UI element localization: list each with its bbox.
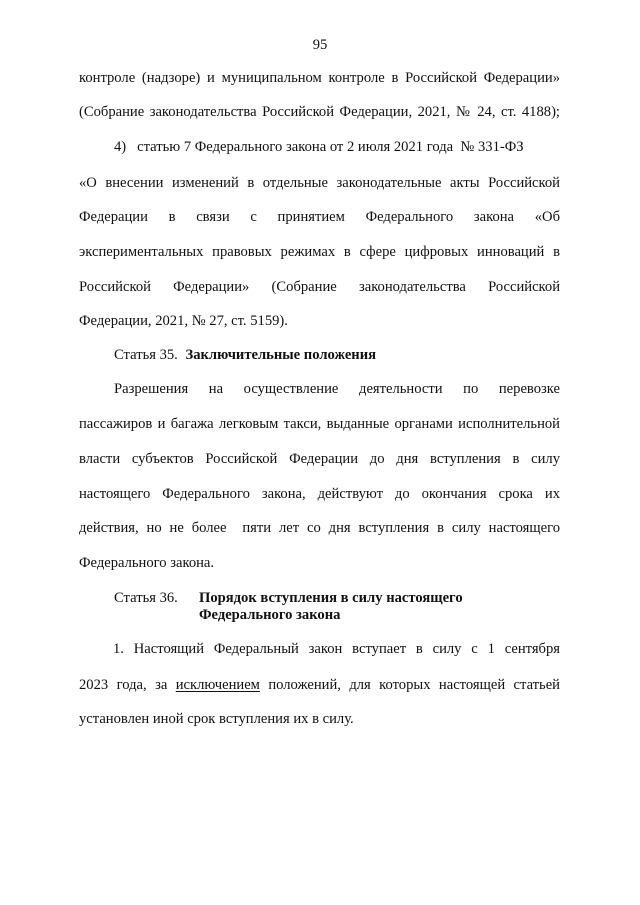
- page-number: 95: [312, 37, 328, 53]
- text-line: (Собрание законодательства Российской Федерации, 2021, № 24, ст. 4188);: [79, 104, 560, 120]
- text-segment: 2023 года, за: [79, 677, 176, 693]
- list-item-4: 4) статью 7 Федерального закона от 2 июля 2021 года № 331-ФЗ: [114, 139, 524, 155]
- article-36-label: Статья 36.: [114, 590, 178, 606]
- article-35-label: Статья 35.: [114, 347, 178, 363]
- text-line: установлен иной срок вступления их в силу.: [79, 711, 354, 727]
- article-36-title-line1: Порядок вступления в силу настоящего: [199, 590, 463, 606]
- text-line: контроле (надзоре) и муниципальном контроле в Российской Федерации»: [79, 70, 560, 86]
- text-line: пассажиров и багажа легковым такси, выданные органами исполнительной: [79, 416, 560, 432]
- article-35-title: Заключительные положения: [185, 347, 377, 363]
- text-segment: положений, для которых настоящей статьей: [259, 677, 560, 693]
- text-line: власти субъектов Российской Федерации до дня вступления в силу: [79, 451, 560, 467]
- text-line: «О внесении изменений в отдельные законодательные акты Российской: [79, 175, 560, 191]
- text-line: настоящего Федерального закона, действуют до окончания срока их: [79, 486, 560, 502]
- text-line: экспериментальных правовых режимах в сфере цифровых инноваций в: [79, 244, 560, 260]
- text-line: [79, 676, 560, 694]
- underlined-word: исключением: [175, 677, 260, 693]
- text-line: Российской Федерации» (Собрание законодательства Российской: [79, 279, 560, 295]
- text-line: действия, но не более пяти лет со дня вступления в силу настоящего: [79, 520, 560, 536]
- text-line: Федерации, 2021, № 27, ст. 5159).: [79, 313, 288, 329]
- article-35-heading: [114, 346, 376, 364]
- text-line: 1. Настоящий Федеральный закон вступает в силу с 1 сентября: [113, 641, 560, 657]
- text-line: Федерального закона.: [79, 555, 215, 571]
- text-line: Разрешения на осуществление деятельности по перевозке: [114, 381, 560, 397]
- text-line: Федерации в связи с принятием Федерального закона «Об: [79, 209, 560, 225]
- article-36-title-line2: Федерального закона: [199, 607, 341, 623]
